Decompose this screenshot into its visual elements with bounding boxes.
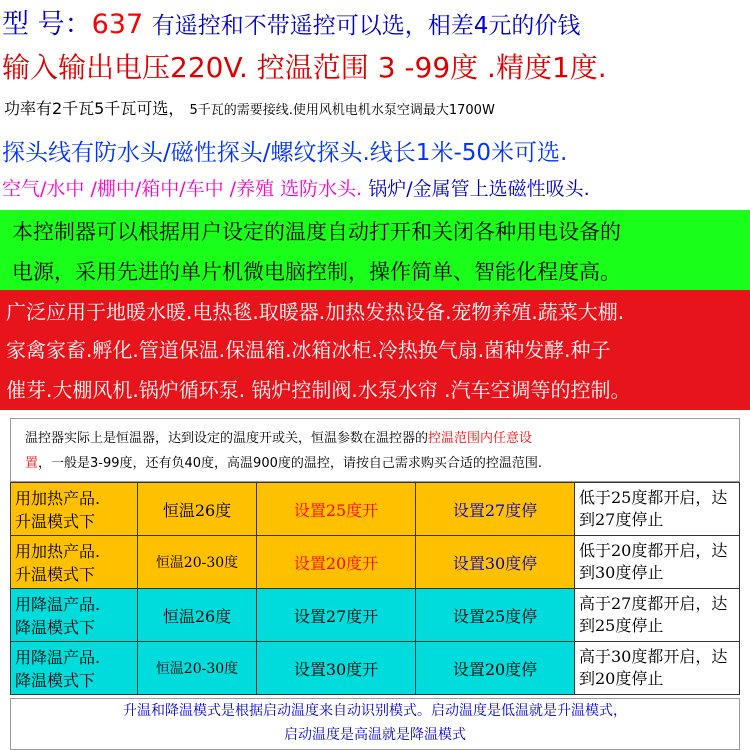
on-cell: 设置30度开 [257, 642, 416, 695]
description-box [0, 210, 750, 290]
temp-cell: 恒温20-30度 [138, 536, 257, 589]
info-box [10, 418, 740, 482]
power-line [4, 96, 495, 119]
model-label: 型 号： [2, 9, 92, 40]
off-cell: 设置27度停 [416, 483, 575, 536]
mode-note [10, 698, 740, 750]
info-line-1-text: 温控器实际上是恒温器，达到设定的温度开或关，恒温参数在温控器的 [25, 431, 429, 446]
temp-cell: 恒温20-30度 [138, 642, 257, 695]
applications-line-3: 催芽.大棚风机.锅炉循环泵. 锅炉控制阀.水泵水帘 .汽车空调等的控制。 [6, 378, 631, 402]
model-code: 637 [91, 9, 144, 40]
temp-cell: 恒温26度 [138, 483, 257, 536]
probe-line: 探头线有防水头/磁性探头/螺纹探头.线长1米-50米可选. [2, 140, 568, 166]
on-cell: 设置27度开 [257, 589, 416, 642]
applications-box [0, 290, 750, 410]
mode-note-line-1: 升温和降温模式是根据启动温度来自动识别模式。启动温度是低温就是升温模式， [123, 703, 627, 719]
desc-cell: 高于27度都开启，达 到25度停止 [575, 589, 740, 642]
off-cell: 设置25度停 [416, 589, 575, 642]
desc-cell: 低于25度都开启，达 到27度停止 [575, 483, 740, 536]
info-line-2 [25, 452, 542, 471]
info-line-2-text: ，一般是3-99度，还有负40度，高温900度的温控，请按自己需求购买合适的控温范围. [38, 456, 543, 471]
model-note: 有遥控和不带遥控可以选，相差4元的价钱 [151, 13, 581, 39]
on-cell: 设置20度开 [257, 536, 416, 589]
mode-cell: 用加热产品. 升温模式下 [11, 536, 138, 589]
applications-line-2: 家禽家畜.孵化.管道保温.保温箱.冰箱冰柜.冷热换气扇.菌种发酵.种子 [6, 338, 611, 362]
mode-cell: 用降温产品. 降温模式下 [11, 589, 138, 642]
applications-line-1: 广泛应用于地暖水暖.电热毯.取暖器.加热发热设备.宠物养殖.蔬菜大棚. [6, 300, 625, 324]
off-cell: 设置20度停 [416, 642, 575, 695]
usage-pink: 空气/水中 /棚中/箱中/车中 /养殖 选防水头. [2, 178, 363, 200]
info-line-1 [25, 427, 532, 446]
temp-cell: 恒温26度 [138, 589, 257, 642]
desc-cell: 低于20度都开启，达 到30度停止 [575, 536, 740, 589]
info-line-1-highlight: 控温范围内任意设 [428, 431, 533, 446]
table-row [11, 589, 740, 642]
mode-note-line-2: 启动温度是高温就是降温模式 [284, 727, 466, 743]
power-main: 功率有2千瓦5千瓦可选， [4, 99, 185, 118]
usage-line [2, 174, 590, 201]
power-note: 5千瓦的需要接线.使用风机电机水泵空调最大1700W [189, 103, 495, 118]
description-line-1: 本控制器可以根据用户设定的温度自动打开和关闭各种用电设备的 [12, 220, 621, 244]
info-line-2-highlight: 置 [25, 456, 39, 471]
off-cell: 设置30度停 [416, 536, 575, 589]
mode-cell: 用加热产品. 升温模式下 [11, 483, 138, 536]
voltage-line: 输入输出电压220V. 控温范围 3 -99度 .精度1度. [2, 51, 607, 84]
on-cell: 设置25度开 [257, 483, 416, 536]
desc-cell: 高于30度都开启，达 到20度停止 [575, 642, 740, 695]
usage-blue: 锅炉/金属管上选磁性吸头. [368, 178, 590, 200]
table-row [11, 536, 740, 589]
model-line [2, 2, 580, 41]
table-row [11, 642, 740, 695]
table-row [11, 483, 740, 536]
mode-table [10, 482, 740, 695]
mode-cell: 用降温产品. 降温模式下 [11, 642, 138, 695]
description-line-2: 电源，采用先进的单片机微电脑控制，操作简单、智能化程度高。 [12, 260, 621, 284]
